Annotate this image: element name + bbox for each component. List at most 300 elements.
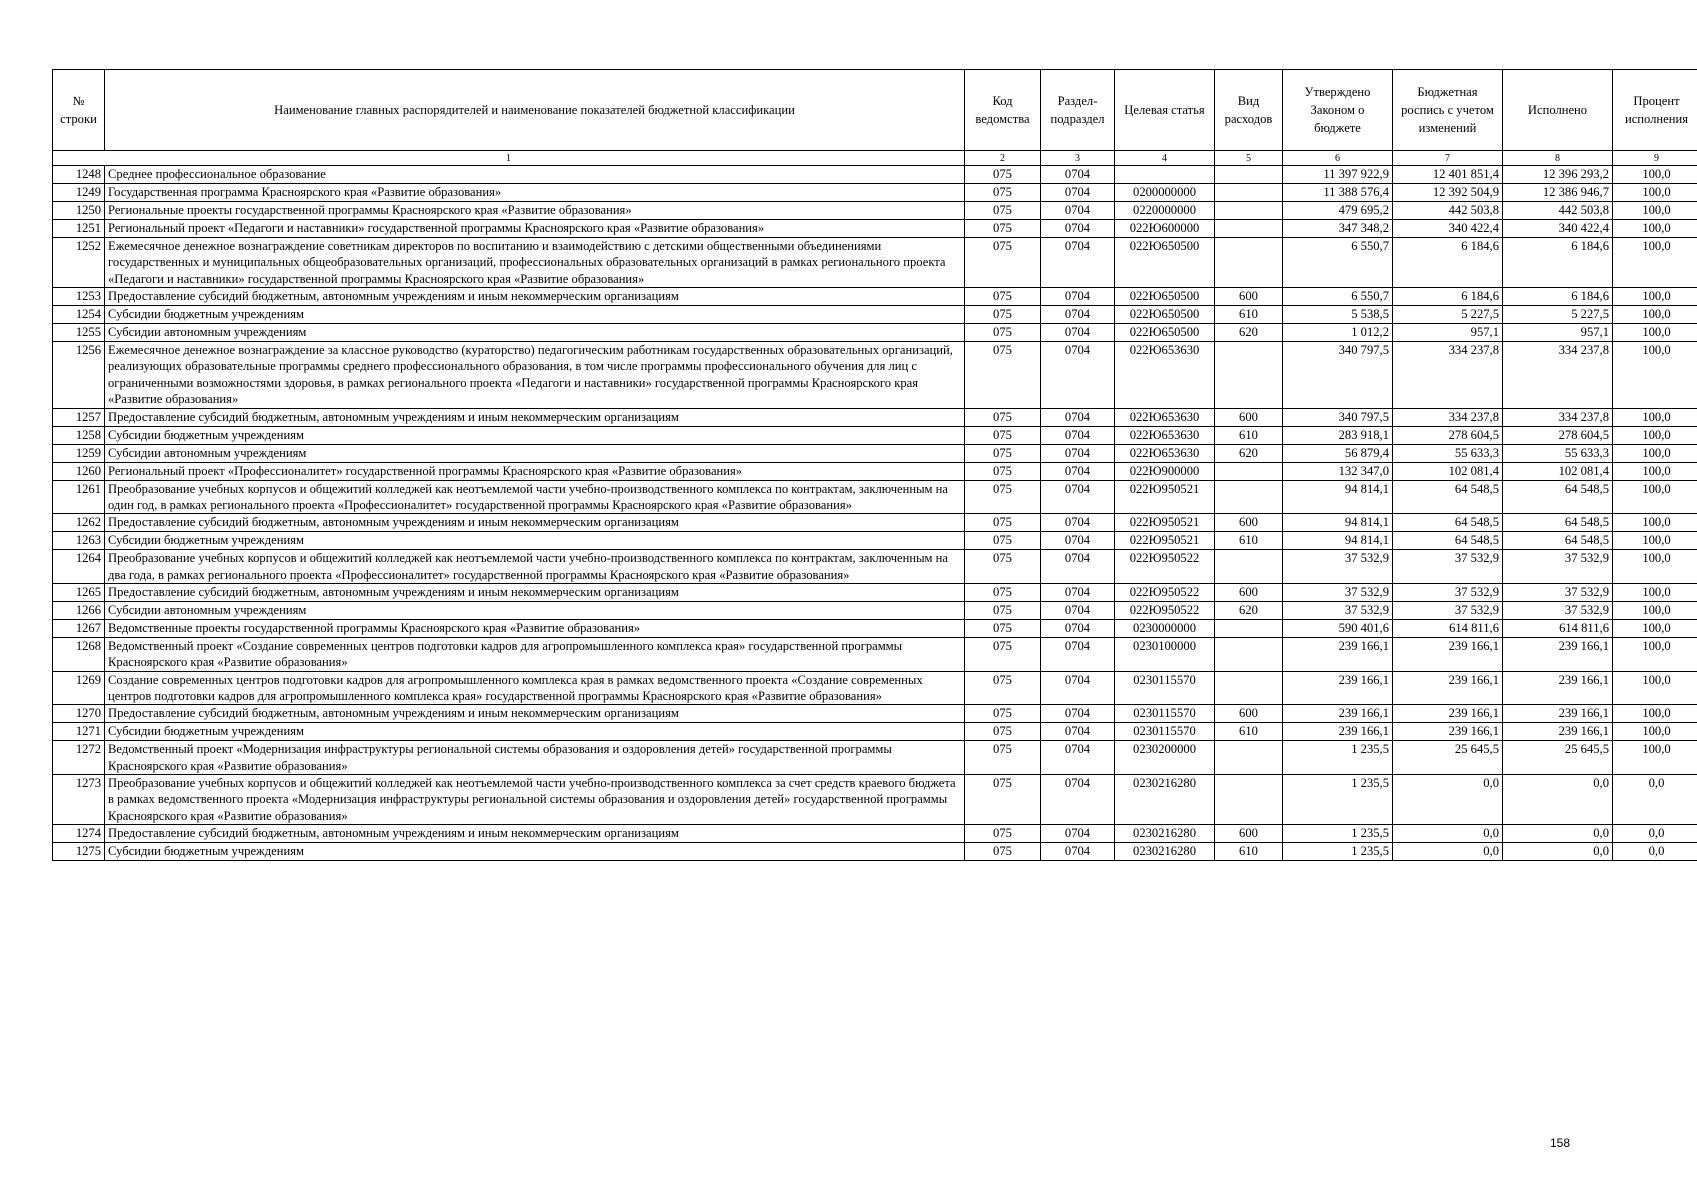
percent-cell: 100,0 — [1613, 601, 1697, 619]
target-article-cell: 022Ю650500 — [1115, 324, 1215, 342]
expense-type-cell: 600 — [1215, 705, 1283, 723]
percent-cell: 100,0 — [1613, 288, 1697, 306]
row-number-cell: 1259 — [53, 444, 105, 462]
name-cell: Предоставление субсидий бюджетным, автономным учреждениям и иным некоммерческим организациям — [105, 583, 965, 601]
expense-type-cell: 600 — [1215, 408, 1283, 426]
row-number-cell: 1270 — [53, 705, 105, 723]
row-number-cell: 1265 — [53, 583, 105, 601]
target-article-cell: 0230216280 — [1115, 775, 1215, 825]
name-cell: Государственная программа Красноярского края «Развитие образования» — [105, 184, 965, 202]
approved-cell: 132 347,0 — [1283, 462, 1393, 480]
row-number-cell: 1257 — [53, 408, 105, 426]
table-row — [53, 637, 1697, 671]
approved-cell: 37 532,9 — [1283, 583, 1393, 601]
budget-list-cell: 239 166,1 — [1393, 723, 1503, 741]
table-row — [53, 583, 1697, 601]
row-number-cell: 1273 — [53, 775, 105, 825]
target-article-cell: 022Ю653630 — [1115, 444, 1215, 462]
percent-cell: 100,0 — [1613, 741, 1697, 775]
percent-cell: 100,0 — [1613, 671, 1697, 705]
target-article-cell: 022Ю650500 — [1115, 306, 1215, 324]
table-row — [53, 408, 1697, 426]
percent-cell: 100,0 — [1613, 583, 1697, 601]
approved-cell: 1 012,2 — [1283, 324, 1393, 342]
budget-list-cell: 5 227,5 — [1393, 306, 1503, 324]
approved-cell: 5 538,5 — [1283, 306, 1393, 324]
expense-type-cell — [1215, 462, 1283, 480]
row-number-cell: 1256 — [53, 342, 105, 408]
header-dept-code: Код ведомства — [965, 70, 1041, 151]
budget-list-cell: 278 604,5 — [1393, 426, 1503, 444]
dept-code-cell: 075 — [965, 514, 1041, 532]
approved-cell: 1 235,5 — [1283, 741, 1393, 775]
dept-code-cell: 075 — [965, 637, 1041, 671]
approved-cell: 37 532,9 — [1283, 550, 1393, 584]
budget-list-cell: 614 811,6 — [1393, 619, 1503, 637]
name-cell: Предоставление субсидий бюджетным, автономным учреждениям и иным некоммерческим организациям — [105, 288, 965, 306]
executed-cell: 278 604,5 — [1503, 426, 1613, 444]
approved-cell: 239 166,1 — [1283, 705, 1393, 723]
dept-code-cell: 075 — [965, 550, 1041, 584]
dept-code-cell: 075 — [965, 532, 1041, 550]
table-row — [53, 426, 1697, 444]
budget-execution-table — [52, 69, 1697, 861]
approved-cell: 239 166,1 — [1283, 637, 1393, 671]
table-row — [53, 705, 1697, 723]
row-number-cell: 1264 — [53, 550, 105, 584]
expense-type-cell: 600 — [1215, 288, 1283, 306]
executed-cell: 64 548,5 — [1503, 514, 1613, 532]
row-number-cell: 1254 — [53, 306, 105, 324]
target-article-cell: 0230115570 — [1115, 671, 1215, 705]
target-article-cell: 0230216280 — [1115, 843, 1215, 861]
table-row — [53, 480, 1697, 514]
table-row — [53, 444, 1697, 462]
expense-type-cell: 610 — [1215, 723, 1283, 741]
percent-cell: 100,0 — [1613, 184, 1697, 202]
executed-cell: 957,1 — [1503, 324, 1613, 342]
expense-type-cell — [1215, 671, 1283, 705]
header-row-number: № строки — [53, 70, 105, 151]
section-cell: 0704 — [1041, 166, 1115, 184]
percent-cell: 0,0 — [1613, 825, 1697, 843]
dept-code-cell: 075 — [965, 166, 1041, 184]
target-article-cell: 022Ю650500 — [1115, 238, 1215, 288]
target-article-cell: 0230115570 — [1115, 723, 1215, 741]
budget-list-cell: 102 081,4 — [1393, 462, 1503, 480]
page-number: 158 — [1550, 1136, 1571, 1150]
section-cell: 0704 — [1041, 288, 1115, 306]
name-cell: Предоставление субсидий бюджетным, автономным учреждениям и иным некоммерческим организациям — [105, 705, 965, 723]
dept-code-cell: 075 — [965, 306, 1041, 324]
row-number-cell: 1260 — [53, 462, 105, 480]
expense-type-cell — [1215, 550, 1283, 584]
expense-type-cell: 600 — [1215, 514, 1283, 532]
dept-code-cell: 075 — [965, 619, 1041, 637]
executed-cell: 334 237,8 — [1503, 408, 1613, 426]
budget-list-cell: 12 392 504,9 — [1393, 184, 1503, 202]
table-row — [53, 619, 1697, 637]
target-article-cell: 022Ю950522 — [1115, 583, 1215, 601]
name-cell: Предоставление субсидий бюджетным, автономным учреждениям и иным некоммерческим организациям — [105, 514, 965, 532]
target-article-cell: 022Ю950522 — [1115, 601, 1215, 619]
expense-type-cell — [1215, 637, 1283, 671]
expense-type-cell — [1215, 184, 1283, 202]
budget-list-cell: 340 422,4 — [1393, 220, 1503, 238]
percent-cell: 100,0 — [1613, 426, 1697, 444]
table-row — [53, 166, 1697, 184]
table-row — [53, 288, 1697, 306]
section-cell: 0704 — [1041, 583, 1115, 601]
header-percent: Процент исполнения — [1613, 70, 1697, 151]
budget-list-cell: 0,0 — [1393, 775, 1503, 825]
expense-type-cell — [1215, 220, 1283, 238]
dept-code-cell: 075 — [965, 825, 1041, 843]
executed-cell: 239 166,1 — [1503, 705, 1613, 723]
name-cell: Ведомственный проект «Модернизация инфраструктуры региональной системы образования и оздоровления детей» государственной программы Красноярского края «Развитие образования» — [105, 741, 965, 775]
executed-cell: 0,0 — [1503, 775, 1613, 825]
executed-cell: 5 227,5 — [1503, 306, 1613, 324]
approved-cell: 11 388 576,4 — [1283, 184, 1393, 202]
column-number: 3 — [1041, 151, 1115, 166]
header-expense-type: Вид расходов — [1215, 70, 1283, 151]
name-cell: Предоставление субсидий бюджетным, автономным учреждениям и иным некоммерческим организациям — [105, 408, 965, 426]
executed-cell: 6 184,6 — [1503, 238, 1613, 288]
section-cell: 0704 — [1041, 619, 1115, 637]
target-article-cell: 0230000000 — [1115, 619, 1215, 637]
section-cell: 0704 — [1041, 723, 1115, 741]
expense-type-cell: 610 — [1215, 426, 1283, 444]
name-cell: Субсидии бюджетным учреждениям — [105, 426, 965, 444]
row-number-cell: 1271 — [53, 723, 105, 741]
table-row — [53, 843, 1697, 861]
target-article-cell: 022Ю950522 — [1115, 550, 1215, 584]
header-section: Раздел-подраздел — [1041, 70, 1115, 151]
table-row — [53, 220, 1697, 238]
target-article-cell: 022Ю653630 — [1115, 408, 1215, 426]
executed-cell: 37 532,9 — [1503, 601, 1613, 619]
budget-list-cell: 64 548,5 — [1393, 532, 1503, 550]
name-cell: Преобразование учебных корпусов и общежитий колледжей как неотъемлемой части учебно-производственного комплекса за счет средств краевого бюджета в рамках ведомственного проекта «Модернизация инфраструктуры региональной системы образования и оздоровления детей» государственной программы Красноярского края «Развитие образования» — [105, 775, 965, 825]
percent-cell: 100,0 — [1613, 723, 1697, 741]
row-number-cell: 1258 — [53, 426, 105, 444]
name-cell: Субсидии бюджетным учреждениям — [105, 532, 965, 550]
expense-type-cell — [1215, 202, 1283, 220]
target-article-cell: 022Ю653630 — [1115, 342, 1215, 408]
dept-code-cell: 075 — [965, 288, 1041, 306]
dept-code-cell: 075 — [965, 220, 1041, 238]
budget-list-cell: 239 166,1 — [1393, 637, 1503, 671]
target-article-cell: 022Ю900000 — [1115, 462, 1215, 480]
expense-type-cell: 620 — [1215, 601, 1283, 619]
name-cell: Среднее профессиональное образование — [105, 166, 965, 184]
dept-code-cell: 075 — [965, 324, 1041, 342]
name-cell: Субсидии бюджетным учреждениям — [105, 306, 965, 324]
row-number-cell: 1251 — [53, 220, 105, 238]
expense-type-cell — [1215, 166, 1283, 184]
dept-code-cell: 075 — [965, 671, 1041, 705]
budget-list-cell: 239 166,1 — [1393, 671, 1503, 705]
table-row — [53, 601, 1697, 619]
dept-code-cell: 075 — [965, 342, 1041, 408]
budget-list-cell: 239 166,1 — [1393, 705, 1503, 723]
executed-cell: 340 422,4 — [1503, 220, 1613, 238]
percent-cell: 100,0 — [1613, 444, 1697, 462]
row-number-cell: 1274 — [53, 825, 105, 843]
percent-cell: 100,0 — [1613, 514, 1697, 532]
section-cell: 0704 — [1041, 775, 1115, 825]
approved-cell: 340 797,5 — [1283, 408, 1393, 426]
dept-code-cell: 075 — [965, 408, 1041, 426]
percent-cell: 100,0 — [1613, 637, 1697, 671]
row-number-cell: 1268 — [53, 637, 105, 671]
section-cell: 0704 — [1041, 550, 1115, 584]
expense-type-cell — [1215, 238, 1283, 288]
table-row — [53, 184, 1697, 202]
table-row — [53, 202, 1697, 220]
column-number: 6 — [1283, 151, 1393, 166]
row-number-cell: 1250 — [53, 202, 105, 220]
executed-cell: 64 548,5 — [1503, 480, 1613, 514]
section-cell: 0704 — [1041, 462, 1115, 480]
section-cell: 0704 — [1041, 408, 1115, 426]
approved-cell: 479 695,2 — [1283, 202, 1393, 220]
table-row — [53, 324, 1697, 342]
budget-list-cell: 55 633,3 — [1393, 444, 1503, 462]
target-article-cell: 022Ю653630 — [1115, 426, 1215, 444]
name-cell: Преобразование учебных корпусов и общежитий колледжей как неотъемлемой части учебно-производственного комплекса по контрактам, заключенным на один год, в рамках регионального проекта «Профессионалитет» государственной программы Красноярского края «Развитие образования» — [105, 480, 965, 514]
name-cell: Преобразование учебных корпусов и общежитий колледжей как неотъемлемой части учебно-производственного комплекса по контрактам, заключенным на два года, в рамках регионального проекта «Профессионалитет» государственной программы Красноярского края «Развитие образования» — [105, 550, 965, 584]
approved-cell: 347 348,2 — [1283, 220, 1393, 238]
executed-cell: 64 548,5 — [1503, 532, 1613, 550]
dept-code-cell: 075 — [965, 601, 1041, 619]
table-row — [53, 514, 1697, 532]
executed-cell: 102 081,4 — [1503, 462, 1613, 480]
percent-cell: 100,0 — [1613, 306, 1697, 324]
name-cell: Ежемесячное денежное вознаграждение за классное руководство (кураторство) педагогическим работникам государственных образовательных организаций, реализующих образовательные программы среднего профессионального образования, в том числе программы профессионального обучения для лиц с ограниченными возможностями здоровья, в рамках регионального проекта «Педагоги и наставники» государственной программы Красноярского края «Развитие образования» — [105, 342, 965, 408]
dept-code-cell: 075 — [965, 202, 1041, 220]
row-number-cell: 1272 — [53, 741, 105, 775]
row-number-cell: 1249 — [53, 184, 105, 202]
executed-cell: 12 396 293,2 — [1503, 166, 1613, 184]
table-row — [53, 550, 1697, 584]
section-cell: 0704 — [1041, 825, 1115, 843]
approved-cell: 239 166,1 — [1283, 723, 1393, 741]
budget-list-cell: 64 548,5 — [1393, 514, 1503, 532]
expense-type-cell: 610 — [1215, 843, 1283, 861]
name-cell: Субсидии автономным учреждениям — [105, 324, 965, 342]
table-header-row — [53, 70, 1697, 151]
section-cell: 0704 — [1041, 342, 1115, 408]
percent-cell: 0,0 — [1613, 843, 1697, 861]
approved-cell: 56 879,4 — [1283, 444, 1393, 462]
table-row — [53, 342, 1697, 408]
percent-cell: 100,0 — [1613, 238, 1697, 288]
percent-cell: 100,0 — [1613, 705, 1697, 723]
expense-type-cell: 610 — [1215, 306, 1283, 324]
table-row — [53, 741, 1697, 775]
name-cell: Региональные проекты государственной программы Красноярского края «Развитие образования» — [105, 202, 965, 220]
section-cell: 0704 — [1041, 480, 1115, 514]
table-row — [53, 306, 1697, 324]
approved-cell: 1 235,5 — [1283, 825, 1393, 843]
name-cell: Субсидии бюджетным учреждениям — [105, 843, 965, 861]
percent-cell: 100,0 — [1613, 619, 1697, 637]
budget-list-cell: 64 548,5 — [1393, 480, 1503, 514]
section-cell: 0704 — [1041, 637, 1115, 671]
budget-list-cell: 25 645,5 — [1393, 741, 1503, 775]
section-cell: 0704 — [1041, 843, 1115, 861]
executed-cell: 55 633,3 — [1503, 444, 1613, 462]
row-number-cell: 1262 — [53, 514, 105, 532]
column-number: 7 — [1393, 151, 1503, 166]
section-cell: 0704 — [1041, 514, 1115, 532]
name-cell: Субсидии автономным учреждениям — [105, 601, 965, 619]
column-number: 9 — [1613, 151, 1697, 166]
header-target-article: Целевая статья — [1115, 70, 1215, 151]
budget-list-cell: 334 237,8 — [1393, 408, 1503, 426]
name-cell: Субсидии бюджетным учреждениям — [105, 723, 965, 741]
section-cell: 0704 — [1041, 671, 1115, 705]
approved-cell: 11 397 922,9 — [1283, 166, 1393, 184]
section-cell: 0704 — [1041, 324, 1115, 342]
section-cell: 0704 — [1041, 238, 1115, 288]
row-number-cell: 1275 — [53, 843, 105, 861]
executed-cell: 442 503,8 — [1503, 202, 1613, 220]
column-number: 8 — [1503, 151, 1613, 166]
executed-cell: 25 645,5 — [1503, 741, 1613, 775]
budget-list-cell: 957,1 — [1393, 324, 1503, 342]
section-cell: 0704 — [1041, 532, 1115, 550]
executed-cell: 239 166,1 — [1503, 671, 1613, 705]
section-cell: 0704 — [1041, 601, 1115, 619]
approved-cell: 94 814,1 — [1283, 480, 1393, 514]
target-article-cell: 022Ю650500 — [1115, 288, 1215, 306]
table-row — [53, 671, 1697, 705]
name-cell: Предоставление субсидий бюджетным, автономным учреждениям и иным некоммерческим организациям — [105, 825, 965, 843]
executed-cell: 12 386 946,7 — [1503, 184, 1613, 202]
percent-cell: 100,0 — [1613, 480, 1697, 514]
approved-cell: 6 550,7 — [1283, 238, 1393, 288]
dept-code-cell: 075 — [965, 184, 1041, 202]
row-number-cell: 1255 — [53, 324, 105, 342]
table-body — [53, 166, 1697, 861]
row-number-cell: 1248 — [53, 166, 105, 184]
percent-cell: 100,0 — [1613, 462, 1697, 480]
target-article-cell — [1115, 166, 1215, 184]
target-article-cell: 022Ю950521 — [1115, 532, 1215, 550]
approved-cell: 283 918,1 — [1283, 426, 1393, 444]
expense-type-cell: 600 — [1215, 583, 1283, 601]
target-article-cell: 0220000000 — [1115, 202, 1215, 220]
dept-code-cell: 075 — [965, 843, 1041, 861]
column-number: 1 — [53, 151, 965, 166]
name-cell: Региональный проект «Профессионалитет» государственной программы Красноярского края «Развитие образования» — [105, 462, 965, 480]
header-approved: Утверждено Законом о бюджете — [1283, 70, 1393, 151]
dept-code-cell: 075 — [965, 426, 1041, 444]
table-row — [53, 532, 1697, 550]
section-cell: 0704 — [1041, 444, 1115, 462]
percent-cell: 100,0 — [1613, 324, 1697, 342]
approved-cell: 239 166,1 — [1283, 671, 1393, 705]
table-row — [53, 775, 1697, 825]
expense-type-cell: 620 — [1215, 324, 1283, 342]
section-cell: 0704 — [1041, 426, 1115, 444]
header-name: Наименование главных распорядителей и наименование показателей бюджетной классификации — [105, 70, 965, 151]
dept-code-cell: 075 — [965, 480, 1041, 514]
table-row — [53, 723, 1697, 741]
section-cell: 0704 — [1041, 306, 1115, 324]
approved-cell: 94 814,1 — [1283, 514, 1393, 532]
section-cell: 0704 — [1041, 184, 1115, 202]
executed-cell: 334 237,8 — [1503, 342, 1613, 408]
dept-code-cell: 075 — [965, 723, 1041, 741]
budget-list-cell: 442 503,8 — [1393, 202, 1503, 220]
expense-type-cell — [1215, 741, 1283, 775]
expense-type-cell: 600 — [1215, 825, 1283, 843]
dept-code-cell: 075 — [965, 741, 1041, 775]
expense-type-cell — [1215, 480, 1283, 514]
target-article-cell: 022Ю600000 — [1115, 220, 1215, 238]
dept-code-cell: 075 — [965, 462, 1041, 480]
name-cell: Создание современных центров подготовки кадров для агропромышленного комплекса края в рамках ведомственного проекта «Создание современных центров подготовки кадров для агропромышленного комплекса края» государственной программы Красноярского края «Развитие образования» — [105, 671, 965, 705]
executed-cell: 6 184,6 — [1503, 288, 1613, 306]
executed-cell: 239 166,1 — [1503, 637, 1613, 671]
section-cell: 0704 — [1041, 202, 1115, 220]
target-article-cell: 022Ю950521 — [1115, 480, 1215, 514]
row-number-cell: 1253 — [53, 288, 105, 306]
budget-list-cell: 334 237,8 — [1393, 342, 1503, 408]
percent-cell: 100,0 — [1613, 220, 1697, 238]
header-budget-list: Бюджетная роспись с учетом изменений — [1393, 70, 1503, 151]
table-row — [53, 825, 1697, 843]
name-cell: Ведомственные проекты государственной программы Красноярского края «Развитие образования» — [105, 619, 965, 637]
executed-cell: 614 811,6 — [1503, 619, 1613, 637]
column-number: 4 — [1115, 151, 1215, 166]
budget-list-cell: 0,0 — [1393, 825, 1503, 843]
row-number-cell: 1261 — [53, 480, 105, 514]
name-cell: Ежемесячное денежное вознаграждение советникам директоров по воспитанию и взаимодействию с детскими общественными объединениями государственных и муниципальных общеобразовательных организаций, профессиональных образовательных организаций в рамках регионального проекта «Педагоги и наставники» государственной программы Красноярского края «Развитие образования» — [105, 238, 965, 288]
column-number-row — [53, 151, 1697, 166]
target-article-cell: 0230200000 — [1115, 741, 1215, 775]
approved-cell: 1 235,5 — [1283, 843, 1393, 861]
name-cell: Ведомственный проект «Создание современных центров подготовки кадров для агропромышленного комплекса края» государственной программы Красноярского края «Развитие образования» — [105, 637, 965, 671]
executed-cell: 37 532,9 — [1503, 550, 1613, 584]
header-executed: Исполнено — [1503, 70, 1613, 151]
executed-cell: 0,0 — [1503, 825, 1613, 843]
percent-cell: 100,0 — [1613, 550, 1697, 584]
section-cell: 0704 — [1041, 705, 1115, 723]
target-article-cell: 0230100000 — [1115, 637, 1215, 671]
column-number: 2 — [965, 151, 1041, 166]
dept-code-cell: 075 — [965, 238, 1041, 288]
row-number-cell: 1269 — [53, 671, 105, 705]
percent-cell: 0,0 — [1613, 775, 1697, 825]
table-row — [53, 462, 1697, 480]
target-article-cell: 022Ю950521 — [1115, 514, 1215, 532]
table-row — [53, 238, 1697, 288]
dept-code-cell: 075 — [965, 705, 1041, 723]
column-number: 5 — [1215, 151, 1283, 166]
percent-cell: 100,0 — [1613, 202, 1697, 220]
name-cell: Региональный проект «Педагоги и наставники» государственной программы Красноярского края «Развитие образования» — [105, 220, 965, 238]
approved-cell: 340 797,5 — [1283, 342, 1393, 408]
percent-cell: 100,0 — [1613, 342, 1697, 408]
executed-cell: 239 166,1 — [1503, 723, 1613, 741]
expense-type-cell: 610 — [1215, 532, 1283, 550]
budget-list-cell: 37 532,9 — [1393, 601, 1503, 619]
section-cell: 0704 — [1041, 741, 1115, 775]
